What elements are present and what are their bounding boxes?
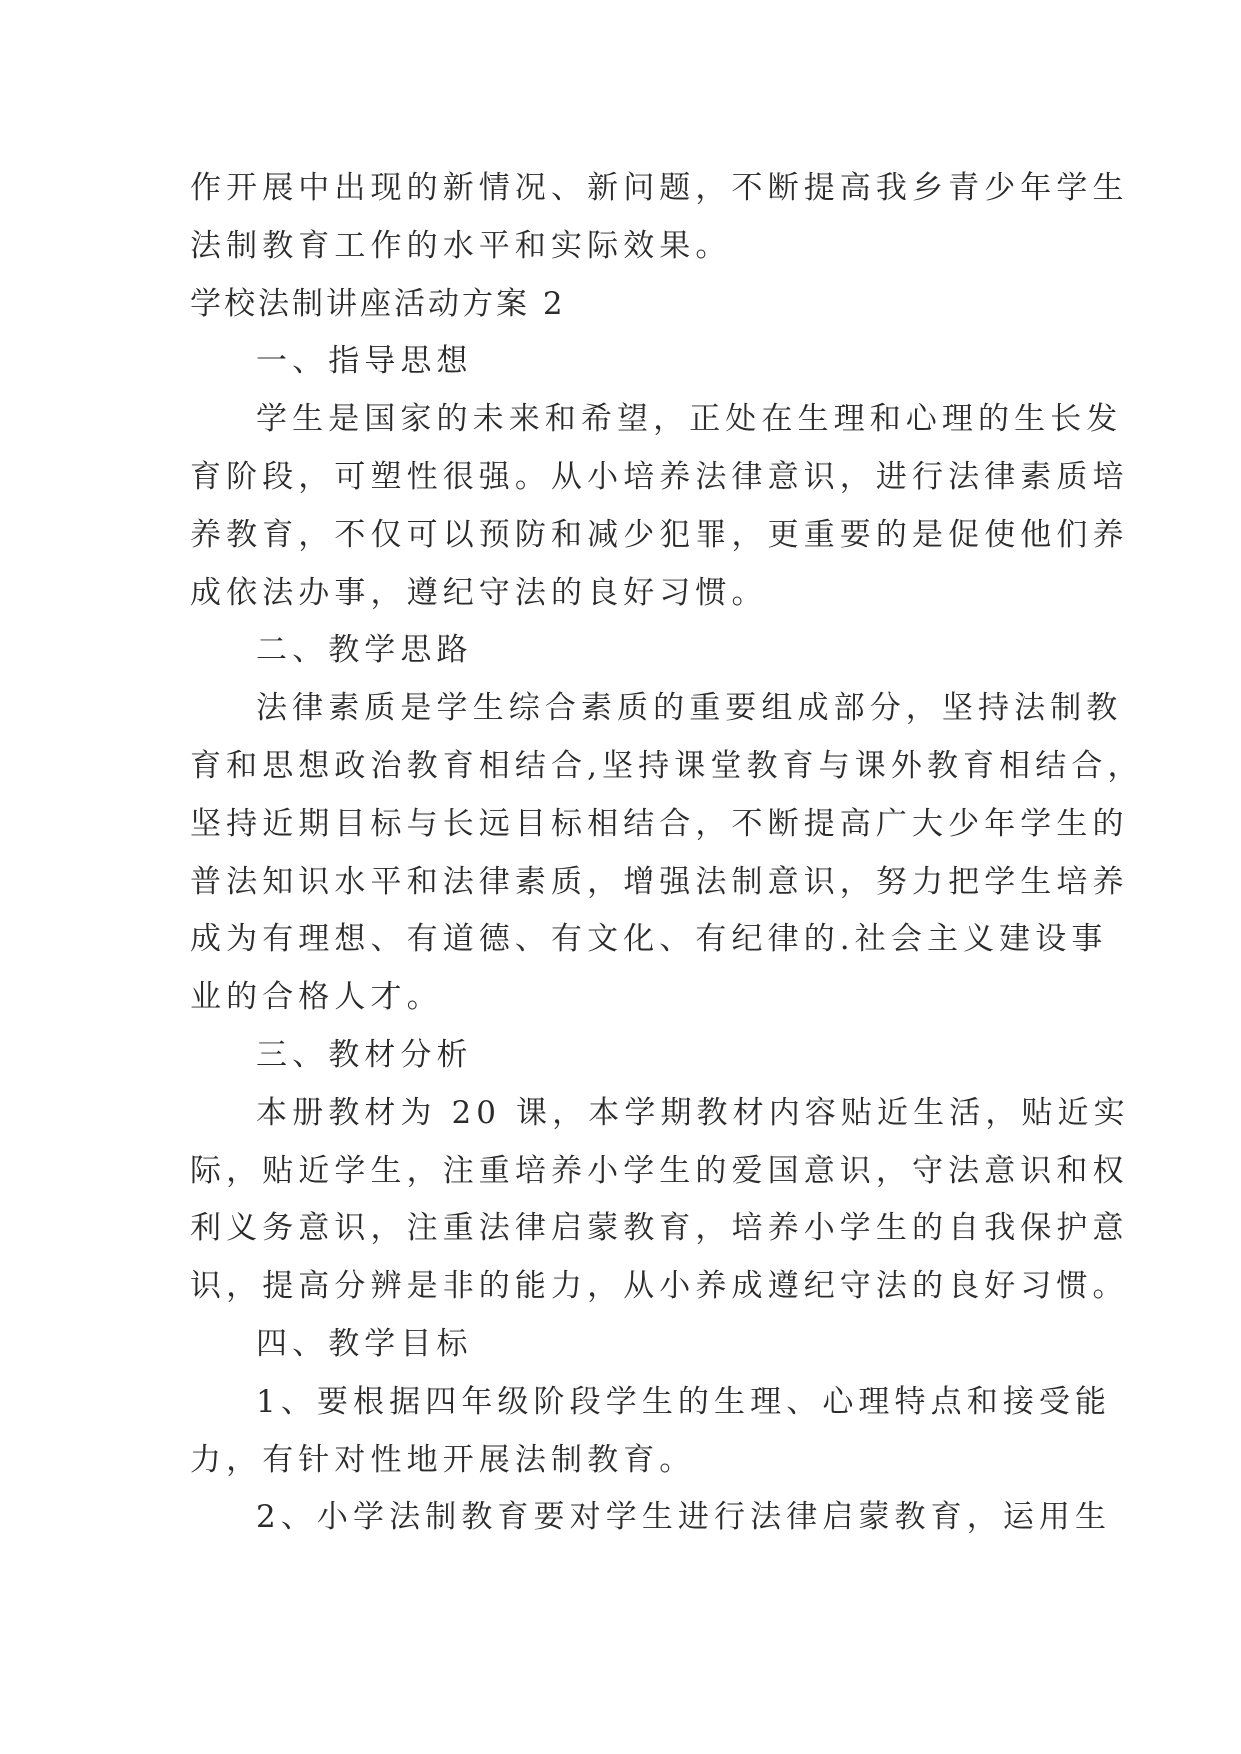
list-item-line: 1、要根据四年级阶段学生的生理、心理特点和接受能 — [256, 1383, 1112, 1420]
paragraph-line: 坚持近期目标与长远目标相结合，不断提高广大少年学生的 — [190, 805, 1129, 842]
paragraph-line: 成为有理想、有道德、有文化、有纪律的.社会主义建设事 — [190, 921, 1108, 958]
body-line: 作开展中出现的新情况、新问题，不断提高我乡青少年学生 — [190, 170, 1129, 206]
paragraph-line: 法律素质是学生综合素质的重要组成部分，坚持法制教 — [256, 690, 1123, 727]
paragraph-line: 业的合格人才。 — [190, 979, 443, 1016]
list-item-line: 2、小学法制教育要对学生进行法律启蒙教育，运用生 — [256, 1499, 1112, 1536]
body-line: 法制教育工作的水平和实际效果。 — [190, 227, 732, 264]
paragraph-line: 成依法办事，遵纪守法的良好习惯。 — [190, 574, 768, 611]
paragraph-line: 普法知识水平和法律素质，增强法制意识，努力把学生培养 — [190, 863, 1129, 900]
document-body — [190, 160, 1144, 1547]
paragraph-line: 养教育，不仅可以预防和减少犯罪，更重要的是促使他们养 — [190, 516, 1129, 553]
paragraph-line: 本册教材为 20 课，本学期教材内容贴近生活，贴近实 — [256, 1094, 1130, 1131]
paragraph-line: 际，贴近学生，注重培养小学生的爱国意识，守法意识和权 — [190, 1152, 1129, 1189]
paragraph-line: 识，提高分辨是非的能力，从小养成遵纪守法的良好习惯。 — [190, 1268, 1129, 1305]
paragraph-line: 学生是国家的未来和希望，正处在生理和心理的生长发 — [256, 401, 1123, 438]
section-title: 学校法制讲座活动方案 2 — [190, 285, 566, 322]
list-item-line: 力，有针对性地开展法制教育。 — [190, 1441, 696, 1478]
paragraph-line: 利义务意识，注重法律启蒙教育，培养小学生的自我保护意 — [190, 1210, 1129, 1247]
heading-teaching-goals: 四、教学目标 — [256, 1325, 473, 1362]
paragraph-line: 育阶段，可塑性很强。从小培养法律意识，进行法律素质培 — [190, 458, 1129, 495]
heading-textbook-analysis: 三、教材分析 — [256, 1036, 473, 1073]
heading-guiding-thought: 一、指导思想 — [256, 343, 473, 380]
paragraph-line: 育和思想政治教育相结合,坚持课堂教育与课外教育相结合， — [190, 747, 1144, 784]
heading-teaching-approach: 二、教学思路 — [256, 632, 473, 669]
